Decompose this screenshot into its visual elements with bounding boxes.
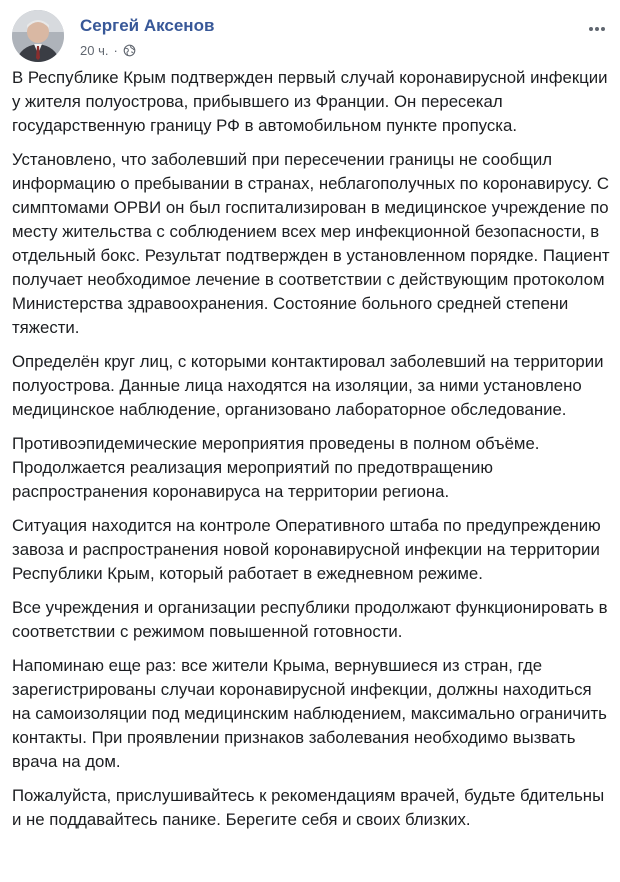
avatar[interactable] [12, 10, 64, 62]
globe-icon[interactable] [123, 44, 136, 57]
post-paragraph: Пожалуйста, прислушивайтесь к рекомендациям врачей, будьте бдительны и не поддавайтесь панике. Берегите себя и своих близких. [12, 786, 605, 829]
post-paragraph: Противоэпидемические мероприятия проведены в полном объёме. Продолжается реализация мероприятий по предотвращению распространения коронавируса на территории региона. [12, 434, 540, 501]
post-timestamp[interactable]: 20 ч. [80, 43, 109, 58]
post-header [12, 10, 608, 66]
post-paragraph: В Республике Крым подтвержден первый случай коронавирусной инфекции у жителя полуострова, прибывшего из Франции. Он пересекал государственную границу РФ в автомобильном пункте пропуска. [12, 68, 608, 135]
avatar-portrait-icon [12, 10, 64, 62]
more-options-icon[interactable] [586, 18, 608, 40]
post-paragraph: Установлено, что заболевший при пересечении границы не сообщил информацию о пребывании в странах, неблагополучных по коронавирусу. С симптомами ОРВИ он был госпитализирован в медицинское учреждение по месту жительства с соблюдением всех мер инфекционной безопасности, в отдельный бокс. Результат подтвержден в установленном порядке. Пациент получает необходимое лечение в соответствии с действующим протоколом Министерства здравоохранения. Состояние больного средней степени тяжести. [12, 150, 610, 337]
post-paragraph: Все учреждения и организации республики продолжают функционировать в соответствии с режимом повышенной готовности. [12, 598, 608, 641]
meta-separator: · [113, 43, 118, 58]
post-paragraph: Ситуация находится на контроле Оперативного штаба по предупреждению завоза и распространения новой коронавирусной инфекции на территории Республики Крым, который работает в ежедневном режиме. [12, 516, 601, 583]
post-meta [80, 43, 136, 58]
post-paragraph: Определён круг лиц, с которыми контактировал заболевший на территории полуострова. Данные лица находятся на изоляции, за ними установлено медицинское наблюдение, организовано лабораторное обследование. [12, 352, 604, 419]
post-body [12, 66, 614, 842]
author-name-link[interactable]: Сергей Аксенов [80, 16, 215, 35]
post-paragraph: Напоминаю еще раз: все жители Крыма, вернувшиеся из стран, где зарегистрированы случаи коронавирусной инфекции, должны находиться на самоизоляции под медицинским наблюдением, максимально ограничить контакты. При проявлении признаков заболевания необходимо вызвать врача на дом. [12, 656, 607, 771]
